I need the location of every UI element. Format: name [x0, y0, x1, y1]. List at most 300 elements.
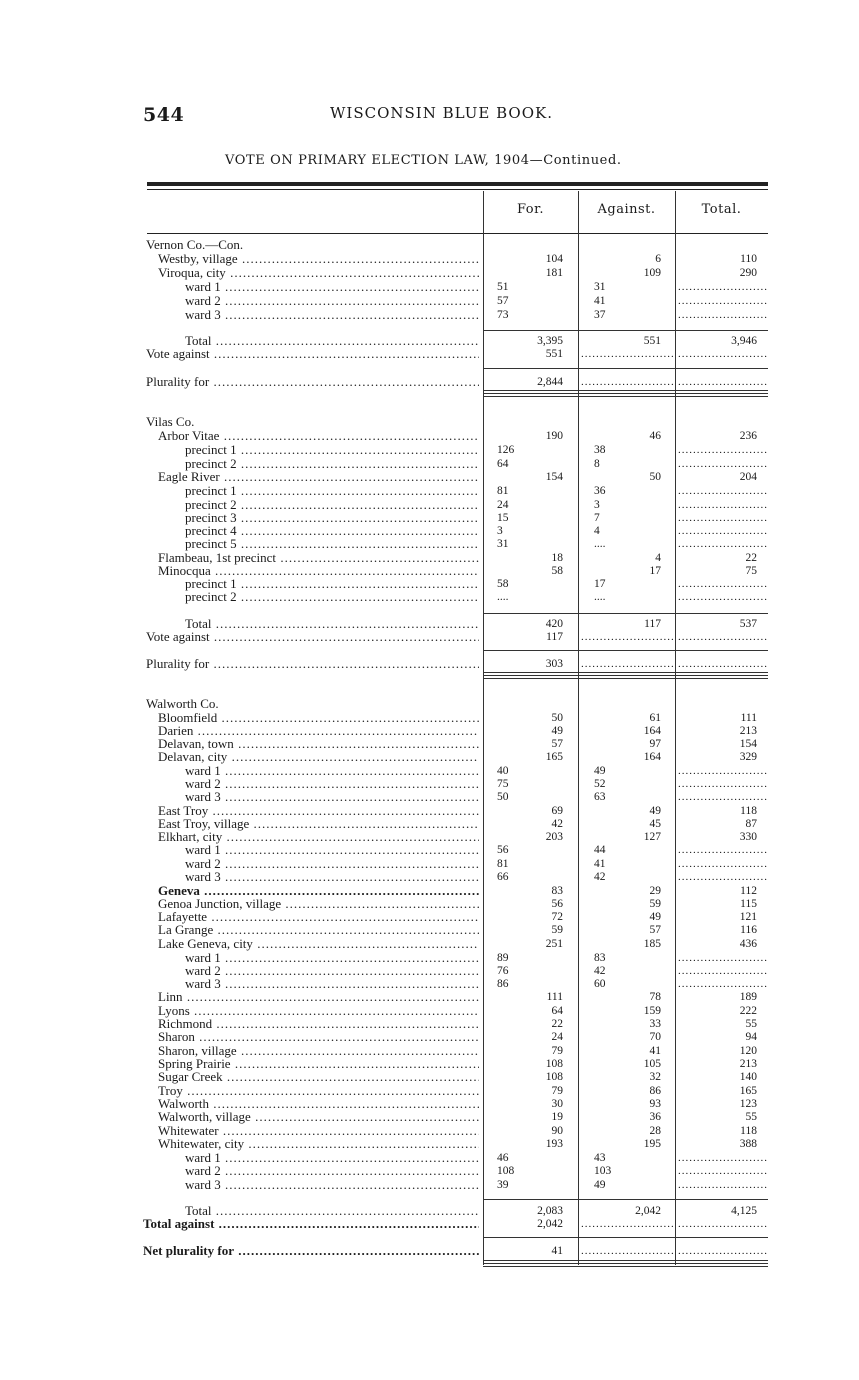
- row-label: [185, 443, 479, 457]
- table-row: [0, 484, 859, 498]
- for-ward-value: 75: [497, 778, 509, 790]
- for-ward-value: 51: [497, 281, 509, 293]
- table-row: [0, 524, 859, 538]
- table-row: [0, 577, 859, 591]
- table-row: [0, 964, 859, 978]
- against-value: 33: [649, 1018, 661, 1030]
- row-label-text: Walworth, village: [158, 1110, 251, 1124]
- for-value: 165: [545, 751, 563, 763]
- for-ward-value: 58: [497, 578, 509, 590]
- total-leader-dots: [678, 1244, 767, 1258]
- table-row: [0, 347, 859, 361]
- row-label-text: Plurality for: [146, 657, 210, 671]
- row-label-text: Vilas Co.: [146, 415, 195, 429]
- row-label-text: ward 3: [185, 977, 221, 991]
- against-value: 4: [655, 552, 661, 564]
- row-label-text: Flambeau, 1st precinct: [158, 551, 277, 565]
- total-value: 330: [739, 831, 757, 843]
- row-label: [158, 897, 479, 911]
- table-row: [0, 1178, 859, 1192]
- row-label: [158, 711, 479, 725]
- against-ward-value: 63: [594, 791, 606, 803]
- table-row: [0, 1097, 859, 1111]
- total-value: 140: [739, 1071, 757, 1083]
- row-label-text: Lyons: [158, 1004, 190, 1018]
- row-label: [185, 457, 479, 471]
- row-label-text: precinct 2: [185, 590, 237, 604]
- total-leader-dots: [678, 457, 767, 471]
- for-value: 551: [545, 348, 563, 360]
- row-label: [185, 1151, 479, 1165]
- row-label: [185, 590, 479, 604]
- against-value: 49: [649, 805, 661, 817]
- for-value: 30: [551, 1098, 563, 1110]
- row-label-text: ward 1: [185, 843, 221, 857]
- row-label: [158, 804, 479, 818]
- row-label-text: precinct 4: [185, 524, 237, 538]
- for-ward-value: 57: [497, 295, 509, 307]
- for-value: 90: [551, 1125, 563, 1137]
- row-label-text: ward 3: [185, 790, 221, 804]
- against-value: 164: [643, 725, 661, 737]
- total-leader-dots: [678, 524, 767, 538]
- row-label: [143, 1244, 479, 1258]
- total-value: 112: [740, 885, 757, 897]
- row-label-text: ward 3: [185, 870, 221, 884]
- row-label: [146, 347, 479, 361]
- row-label: [185, 498, 479, 512]
- against-ward-value: 43: [594, 1152, 606, 1164]
- row-label-text: precinct 3: [185, 511, 237, 525]
- row-label: [185, 977, 479, 991]
- against-value: 70: [649, 1031, 661, 1043]
- row-label-text: Genoa Junction, village: [158, 897, 282, 911]
- for-value: 22: [551, 1018, 563, 1030]
- row-label-text: Total: [185, 1204, 212, 1218]
- row-label: [158, 1110, 479, 1124]
- row-label: [158, 937, 479, 951]
- table-row: [0, 750, 859, 764]
- against-ward-value: 4: [594, 525, 600, 537]
- total-value: 290: [739, 267, 757, 279]
- for-value: 2,844: [537, 376, 563, 388]
- for-value: 2,083: [537, 1205, 563, 1217]
- table-row: [0, 1030, 859, 1044]
- against-value: 41: [649, 1045, 661, 1057]
- row-label: [146, 697, 219, 711]
- table-row: [0, 790, 859, 804]
- total-leader-dots: [678, 1178, 767, 1192]
- table-row: [0, 457, 859, 471]
- against-value: 28: [649, 1125, 661, 1137]
- against-value: 164: [643, 751, 661, 763]
- total-leader-dots: [678, 764, 767, 778]
- row-label: [185, 951, 479, 965]
- for-ward-value: 40: [497, 765, 509, 777]
- row-label: [158, 1030, 479, 1044]
- row-label: [185, 964, 479, 978]
- row-label-text: ward 1: [185, 1151, 221, 1165]
- for-value: 83: [551, 885, 563, 897]
- row-label-text: Walworth: [158, 1097, 209, 1111]
- total-value: 120: [739, 1045, 757, 1057]
- table-row: [0, 564, 859, 578]
- table-row: [0, 737, 859, 751]
- against-ward-value: 42: [594, 965, 606, 977]
- table-row: [0, 443, 859, 457]
- row-label-text: Delavan, city: [158, 750, 228, 764]
- column-header-for: For.: [516, 202, 545, 217]
- table-row: [0, 1070, 859, 1084]
- row-label-text: Bloomfield: [158, 711, 218, 725]
- for-ward-value: 73: [497, 309, 509, 321]
- for-ward-value: 66: [497, 871, 509, 883]
- row-label: [158, 910, 479, 924]
- row-label-text: ward 1: [185, 951, 221, 965]
- against-ward-value: 7: [594, 512, 600, 524]
- row-label-text: ward 1: [185, 280, 221, 294]
- table-row: [0, 817, 859, 831]
- row-label-text: Sharon: [158, 1030, 195, 1044]
- against-value: 551: [643, 335, 661, 347]
- against-leader-dots: [581, 1244, 673, 1258]
- table-row: [0, 590, 859, 604]
- row-label: [158, 551, 479, 565]
- table-row: [0, 1057, 859, 1071]
- total-leader-dots: [678, 857, 767, 871]
- row-label-text: Whitewater: [158, 1124, 219, 1138]
- total-leader-dots: [678, 308, 767, 322]
- total-value: 154: [739, 738, 757, 750]
- table-row: [0, 334, 859, 348]
- against-ward-value: 49: [594, 765, 606, 777]
- table-row: [0, 511, 859, 525]
- row-label: [158, 1070, 479, 1084]
- total-leader-dots: [678, 511, 767, 525]
- total-value: 121: [739, 911, 757, 923]
- total-value: 3,946: [731, 335, 757, 347]
- row-label-text: Westby, village: [158, 252, 238, 266]
- row-label: [185, 1164, 479, 1178]
- total-value: 118: [740, 1125, 757, 1137]
- table-row: [0, 1110, 859, 1124]
- against-leader-dots: [581, 657, 673, 671]
- against-ward-value: 36: [594, 485, 606, 497]
- running-head: WISCONSIN BLUE BOOK.: [330, 104, 554, 122]
- for-value: 50: [551, 712, 563, 724]
- total-leader-dots: [678, 375, 767, 389]
- total-leader-dots: [678, 977, 767, 991]
- against-value: 29: [649, 885, 661, 897]
- against-ward-value: 41: [594, 295, 606, 307]
- row-label-text: ward 1: [185, 764, 221, 778]
- table-row: [0, 498, 859, 512]
- total-leader-dots: [678, 294, 767, 308]
- total-leader-dots: [678, 964, 767, 978]
- against-leader-dots: [581, 375, 673, 389]
- table-row: [0, 266, 859, 280]
- table-row: [0, 1044, 859, 1058]
- total-leader-dots: [678, 1217, 767, 1231]
- column-rule: [483, 672, 768, 673]
- for-value: 117: [546, 631, 563, 643]
- column-rule: [483, 1199, 768, 1200]
- row-label-text: precinct 1: [185, 577, 237, 591]
- table-row: [0, 308, 859, 322]
- against-ward-value: 60: [594, 978, 606, 990]
- table-row: [0, 830, 859, 844]
- against-value: 185: [643, 938, 661, 950]
- for-ward-value: 56: [497, 844, 509, 856]
- row-label-text: Elkhart, city: [158, 830, 223, 844]
- table-row: [0, 923, 859, 937]
- against-value: 105: [643, 1058, 661, 1070]
- total-value: 116: [740, 924, 757, 936]
- against-ward-value: ....: [594, 538, 606, 550]
- for-value: 79: [551, 1045, 563, 1057]
- row-label: [158, 1124, 479, 1138]
- total-leader-dots: [678, 790, 767, 804]
- total-leader-dots: [678, 347, 767, 361]
- row-label: [158, 429, 479, 443]
- total-value: 213: [739, 725, 757, 737]
- column-rule: [483, 613, 768, 614]
- table-row: [0, 724, 859, 738]
- table-row: [0, 711, 859, 725]
- table-row: [0, 857, 859, 871]
- against-value: 93: [649, 1098, 661, 1110]
- for-value: 72: [551, 911, 563, 923]
- row-label: [185, 294, 479, 308]
- for-value: 42: [551, 818, 563, 830]
- table-row: [0, 375, 859, 389]
- for-value: 58: [551, 565, 563, 577]
- column-rule: [483, 675, 768, 676]
- row-label: [158, 990, 479, 1004]
- row-label: [158, 724, 479, 738]
- for-value: 303: [545, 658, 563, 670]
- for-value: 2,042: [537, 1218, 563, 1230]
- total-value: 189: [739, 991, 757, 1003]
- table-row: [0, 429, 859, 443]
- table-row: [0, 238, 859, 252]
- for-ward-value: 39: [497, 1179, 509, 1191]
- total-value: 55: [745, 1111, 757, 1123]
- for-ward-value: 126: [497, 444, 515, 456]
- total-value: 4,125: [731, 1205, 757, 1217]
- row-label: [185, 843, 479, 857]
- row-label-text: Whitewater, city: [158, 1137, 245, 1151]
- against-ward-value: 41: [594, 858, 606, 870]
- table-row: [0, 537, 859, 551]
- row-label: [158, 266, 479, 280]
- row-label: [185, 1178, 479, 1192]
- row-label-text: Lake Geneva, city: [158, 937, 253, 951]
- total-leader-dots: [678, 590, 767, 604]
- for-value: 59: [551, 924, 563, 936]
- table-title: VOTE ON PRIMARY ELECTION LAW, 1904—Continued.: [225, 153, 622, 168]
- row-label: [185, 617, 479, 631]
- for-value: 41: [551, 1245, 563, 1257]
- for-value: 108: [545, 1058, 563, 1070]
- row-label-text: Delavan, town: [158, 737, 234, 751]
- total-value: 436: [739, 938, 757, 950]
- total-value: 22: [745, 552, 757, 564]
- against-value: 57: [649, 924, 661, 936]
- column-rule: [483, 393, 768, 394]
- against-value: 50: [649, 471, 661, 483]
- row-label: [158, 1017, 479, 1031]
- for-value: 56: [551, 898, 563, 910]
- table-row: [0, 977, 859, 991]
- for-ward-value: 81: [497, 485, 509, 497]
- total-leader-dots: [678, 951, 767, 965]
- table-row: [0, 870, 859, 884]
- table-row: [0, 1244, 859, 1258]
- table-row: [0, 294, 859, 308]
- against-value: 49: [649, 911, 661, 923]
- row-label-text: East Troy: [158, 804, 209, 818]
- row-label: [185, 537, 479, 551]
- for-value: 49: [551, 725, 563, 737]
- against-value: 159: [643, 1005, 661, 1017]
- row-label: [185, 870, 479, 884]
- row-label-text: Lafayette: [158, 910, 208, 924]
- against-value: 195: [643, 1138, 661, 1150]
- table-row: [0, 415, 859, 429]
- row-label: [158, 564, 479, 578]
- for-value: 111: [546, 991, 563, 1003]
- against-ward-value: 52: [594, 778, 606, 790]
- row-label: [146, 375, 479, 389]
- against-value: 109: [643, 267, 661, 279]
- row-label: [158, 1004, 479, 1018]
- against-ward-value: 8: [594, 458, 600, 470]
- table-row: [0, 910, 859, 924]
- column-rule: [483, 1263, 768, 1264]
- total-value: 75: [745, 565, 757, 577]
- row-label-text: ward 2: [185, 777, 221, 791]
- row-label-text: Plurality for: [146, 375, 210, 389]
- row-label: [158, 1097, 479, 1111]
- row-label: [146, 630, 479, 644]
- for-ward-value: 64: [497, 458, 509, 470]
- total-value: 236: [739, 430, 757, 442]
- column-rule: [483, 368, 768, 369]
- row-label: [185, 777, 479, 791]
- against-leader-dots: [581, 630, 673, 644]
- total-leader-dots: [678, 577, 767, 591]
- row-label-text: Vernon Co.—Con.: [146, 238, 244, 252]
- row-label-text: Richmond: [158, 1017, 213, 1031]
- table-row: [0, 764, 859, 778]
- table-row: [0, 1137, 859, 1151]
- against-ward-value: 44: [594, 844, 606, 856]
- row-label: [158, 1057, 479, 1071]
- table-row: [0, 470, 859, 484]
- against-ward-value: 38: [594, 444, 606, 456]
- against-ward-value: 103: [594, 1165, 612, 1177]
- for-value: 203: [545, 831, 563, 843]
- against-value: 45: [649, 818, 661, 830]
- row-label-text: Geneva: [158, 884, 200, 898]
- for-value: 154: [545, 471, 563, 483]
- table-row: [0, 777, 859, 791]
- against-value: 61: [649, 712, 661, 724]
- row-label: [185, 308, 479, 322]
- table-row: [0, 280, 859, 294]
- row-label: [143, 1217, 479, 1231]
- row-label-text: Vote against: [146, 347, 210, 361]
- row-label: [185, 857, 479, 871]
- row-label-text: precinct 5: [185, 537, 237, 551]
- total-value: 123: [739, 1098, 757, 1110]
- against-value: 97: [649, 738, 661, 750]
- against-value: 86: [649, 1085, 661, 1097]
- for-value: 420: [545, 618, 563, 630]
- total-leader-dots: [678, 537, 767, 551]
- row-label-text: ward 2: [185, 964, 221, 978]
- row-label: [185, 1204, 479, 1218]
- for-value: 19: [551, 1111, 563, 1123]
- total-value: 537: [739, 618, 757, 630]
- total-leader-dots: [678, 1151, 767, 1165]
- total-value: 115: [740, 898, 757, 910]
- table-row: [0, 897, 859, 911]
- row-label: [146, 238, 243, 252]
- table-row: [0, 1004, 859, 1018]
- row-label-text: Total against: [143, 1217, 215, 1231]
- against-ward-value: 3: [594, 499, 600, 511]
- total-leader-dots: [678, 843, 767, 857]
- row-label: [185, 764, 479, 778]
- table-row: [0, 1151, 859, 1165]
- table-row: [0, 990, 859, 1004]
- for-ward-value: 81: [497, 858, 509, 870]
- for-value: 251: [545, 938, 563, 950]
- table-row: [0, 1084, 859, 1098]
- row-label: [185, 790, 479, 804]
- total-value: 388: [739, 1138, 757, 1150]
- column-header-total: Total.: [701, 202, 742, 217]
- row-label: [158, 923, 479, 937]
- for-ward-value: 24: [497, 499, 509, 511]
- table-row: [0, 804, 859, 818]
- total-leader-dots: [678, 777, 767, 791]
- for-value: 104: [545, 253, 563, 265]
- against-value: 78: [649, 991, 661, 1003]
- column-rule: [483, 1260, 768, 1261]
- table-row: [0, 551, 859, 565]
- table-row: [0, 630, 859, 644]
- total-leader-dots: [678, 870, 767, 884]
- row-label: [146, 657, 479, 671]
- table-row: [0, 884, 859, 898]
- row-label-text: Total: [185, 334, 212, 348]
- total-leader-dots: [678, 280, 767, 294]
- for-value: 193: [545, 1138, 563, 1150]
- total-value: 110: [740, 253, 757, 265]
- total-value: 87: [745, 818, 757, 830]
- row-label: [158, 737, 479, 751]
- total-leader-dots: [678, 657, 767, 671]
- column-rule: [483, 390, 768, 391]
- total-value: 111: [740, 712, 757, 724]
- column-rule: [483, 396, 768, 397]
- row-label: [158, 1084, 479, 1098]
- row-label-text: ward 2: [185, 294, 221, 308]
- table-row: [0, 617, 859, 631]
